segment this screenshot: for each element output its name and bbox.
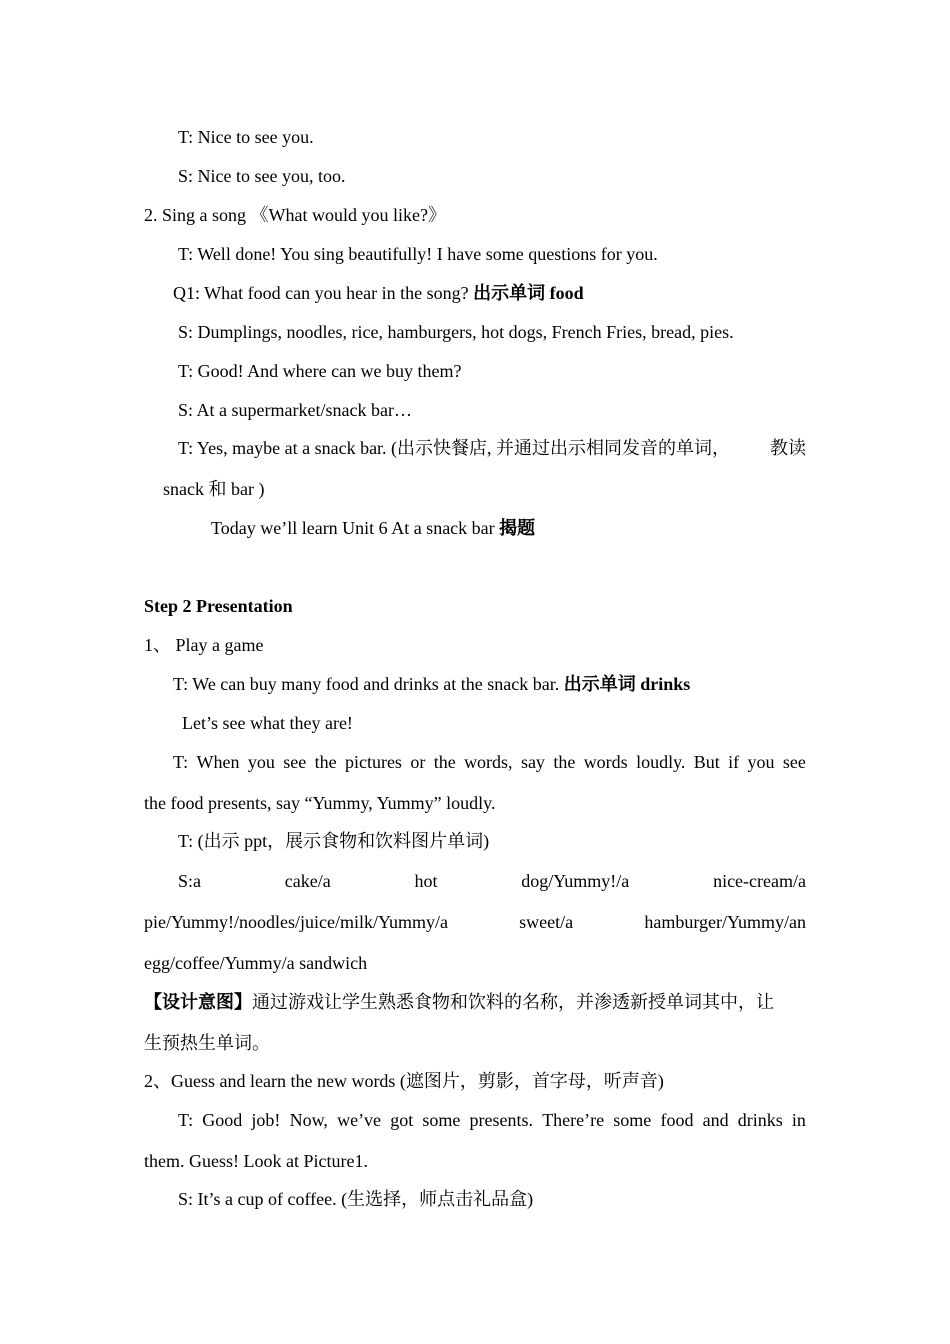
- dialogue-line: T: (出示 ppt，展示食物和饮料图片单词): [178, 831, 490, 851]
- word: say: [520, 752, 545, 772]
- word: see: [782, 752, 806, 772]
- word: and: [702, 1110, 729, 1130]
- word: some: [422, 1110, 461, 1130]
- word: words,: [464, 752, 513, 772]
- dialogue-line: T: Well done! You sing beautifully! I have some questions for you.: [178, 244, 658, 264]
- design-intent: 生预热生单词。: [144, 1033, 270, 1053]
- word: loudly.: [636, 752, 686, 772]
- dialogue-line: S: At a supermarket/snack bar…: [178, 400, 412, 420]
- design-intent-label: 【设计意图】: [144, 992, 252, 1012]
- word: nice-cream/a: [713, 871, 806, 891]
- section-item: 2、Guess and learn the new words (遮图片，剪影，首字母，听声音): [144, 1071, 664, 1091]
- word: drinks: [737, 1110, 783, 1130]
- word: 教读: [770, 438, 806, 458]
- word: the: [433, 752, 456, 772]
- dialogue-line: the food presents, say “Yummy, Yummy” loudly.: [144, 793, 496, 813]
- word: some: [613, 1110, 652, 1130]
- design-intent: [144, 991, 774, 1013]
- step-heading: Step 2 Presentation: [144, 596, 293, 616]
- dialogue-line: T: Nice to see you.: [178, 127, 314, 147]
- dialogue-line: [173, 751, 806, 773]
- word: see: [283, 752, 307, 772]
- word: if: [728, 752, 740, 772]
- dialogue-line: [178, 870, 806, 892]
- dialogue-line: snack 和 bar ): [163, 479, 265, 499]
- word: job!: [251, 1110, 281, 1130]
- word: the: [553, 752, 576, 772]
- word: But: [693, 752, 720, 772]
- dialogue-text: T: We can buy many food and drinks at the snack bar.: [173, 674, 564, 694]
- dialogue-line: T: Good! And where can we buy them?: [178, 361, 462, 381]
- word: cake/a: [284, 871, 331, 891]
- word: Now,: [289, 1110, 328, 1130]
- teacher-note: 揭题: [499, 518, 536, 538]
- question-text: Q1: What food can you hear in the song?: [173, 283, 474, 303]
- question-line: [173, 282, 584, 304]
- section-item: 1、 Play a game: [144, 635, 264, 655]
- topic-text: Today we’ll learn Unit 6 At a snack bar: [211, 518, 500, 538]
- word: T:: [173, 752, 189, 772]
- word: hot: [414, 871, 438, 891]
- word: you: [747, 752, 775, 772]
- dialogue-line: [178, 437, 806, 459]
- dialogue-line: [173, 673, 690, 695]
- word: the: [314, 752, 337, 772]
- dialogue-line: [144, 911, 806, 933]
- word: T:: [178, 1110, 194, 1130]
- word: pictures: [344, 752, 402, 772]
- dialogue-line: [178, 1109, 806, 1131]
- topic-line: [211, 517, 535, 539]
- word: we’ve: [337, 1110, 382, 1130]
- word: pie/Yummy!/noodles/juice/milk/Yummy/a: [144, 912, 448, 932]
- teacher-note: 出示单词 drinks: [563, 674, 691, 694]
- word: presents.: [469, 1110, 534, 1130]
- dialogue-line: S: Nice to see you, too.: [178, 166, 346, 186]
- dialogue-line: Let’s see what they are!: [182, 713, 353, 733]
- design-intent-text: 通过游戏让学生熟悉食物和饮料的名称，并渗透新授单词其中，让: [252, 992, 774, 1012]
- word: you: [247, 752, 275, 772]
- word: food: [660, 1110, 694, 1130]
- dialogue-line: egg/coffee/Yummy/a sandwich: [144, 953, 368, 973]
- teacher-note: 出示单词 food: [473, 283, 584, 303]
- word: T: Yes, maybe at a snack bar. (出示快餐店, 并通过出示相同发音的单词，: [178, 438, 731, 458]
- dialogue-line: them. Guess! Look at Picture1.: [144, 1151, 368, 1171]
- word: S:a: [178, 871, 202, 891]
- word: There’re: [542, 1110, 605, 1130]
- dialogue-line: S: Dumplings, noodles, rice, hamburgers, hot dogs, French Fries, bread, pies.: [178, 322, 734, 342]
- word: hamburger/Yummy/an: [644, 912, 806, 932]
- word: dog/Yummy!/a: [521, 871, 630, 891]
- word: sweet/a: [519, 912, 574, 932]
- word: When: [196, 752, 240, 772]
- word: Good: [202, 1110, 243, 1130]
- word: or: [410, 752, 426, 772]
- section-item: 2. Sing a song 《What would you like?》: [144, 205, 446, 225]
- word: in: [791, 1110, 806, 1130]
- word: got: [390, 1110, 414, 1130]
- word: words: [583, 752, 628, 772]
- dialogue-line: S: It’s a cup of coffee. (生选择，师点击礼品盒): [178, 1189, 534, 1209]
